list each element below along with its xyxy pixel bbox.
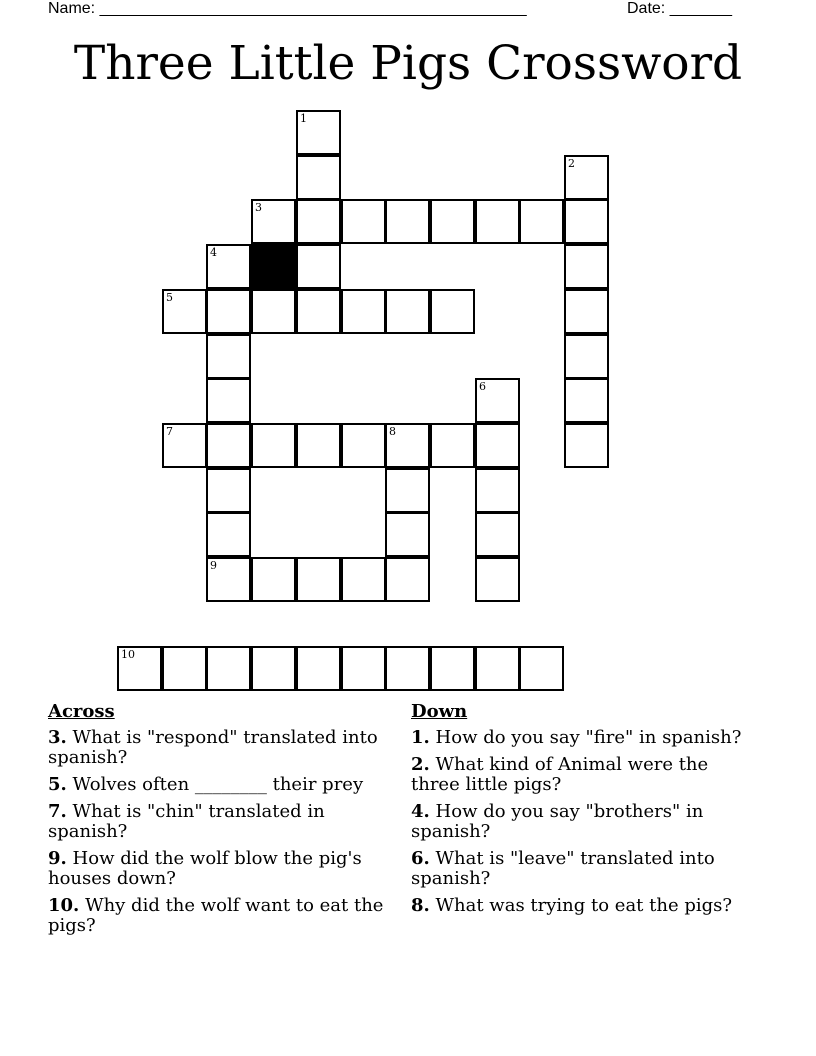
crossword-cell[interactable] [206,244,251,289]
crossword-cell[interactable] [385,512,430,557]
crossword-cell[interactable] [564,199,609,244]
crossword-cell[interactable] [519,646,564,691]
clue-number: 10. [48,895,80,916]
clue-text: What is "leave" translated into spanish? [411,848,715,889]
crossword-cell[interactable] [206,378,251,423]
crossword-cell[interactable] [564,289,609,334]
page-title: Three Little Pigs Crossword [73,36,743,91]
crossword-cell[interactable] [162,423,207,468]
clue-number: 8. [411,895,430,916]
across-heading: Across [48,701,115,722]
clue-number-label: 6 [479,380,486,393]
crossword-cell[interactable] [117,646,162,691]
clue-number: 9. [48,848,67,869]
clue-down-1 [411,728,761,748]
crossword-cell[interactable] [206,646,251,691]
crossword-cell[interactable] [341,199,386,244]
clue-number-label: 4 [210,246,217,259]
crossword-cell[interactable] [206,289,251,334]
clue-text: Wolves often ________ their prey [72,774,364,795]
crossword-cell[interactable] [341,557,386,602]
crossword-cell[interactable] [251,199,296,244]
down-heading: Down [411,701,468,722]
crossword-cell[interactable] [564,423,609,468]
crossword-cell[interactable] [475,557,520,602]
crossword-cell[interactable] [296,199,341,244]
crossword-cell[interactable] [251,423,296,468]
clue-down-8 [411,896,761,916]
black-square [251,244,296,289]
clue-down-2 [411,755,761,795]
clue-number: 4. [411,801,430,822]
crossword-cell[interactable] [296,289,341,334]
clue-text: What is "respond" translated into spanish? [48,727,378,768]
clue-text: How did the wolf blow the pig's houses down? [48,848,362,889]
clue-number: 1. [411,727,430,748]
crossword-cell[interactable] [475,199,520,244]
clue-number-label: 10 [121,648,135,661]
crossword-cell[interactable] [385,289,430,334]
clue-text: How do you say "fire" in spanish? [435,727,742,748]
crossword-cell[interactable] [251,557,296,602]
crossword-cell[interactable] [341,423,386,468]
crossword-cell[interactable] [564,155,609,200]
clue-number-label: 8 [389,425,396,438]
clue-number: 7. [48,801,67,822]
down-clues [411,702,761,923]
crossword-cell[interactable] [206,512,251,557]
clue-text: What was trying to eat the pigs? [435,895,733,916]
crossword-cell[interactable] [564,334,609,379]
crossword-cell[interactable] [385,646,430,691]
crossword-cell[interactable] [162,289,207,334]
crossword-cell[interactable] [430,199,475,244]
crossword-cell[interactable] [430,646,475,691]
crossword-cell[interactable] [475,468,520,513]
clue-text: Why did the wolf want to eat the pigs? [48,895,384,936]
crossword-cell[interactable] [296,646,341,691]
clue-across-3 [48,728,393,768]
crossword-cell[interactable] [341,289,386,334]
clue-down-4 [411,802,761,842]
crossword-cell[interactable] [296,557,341,602]
clue-number-label: 5 [166,291,173,304]
crossword-cell[interactable] [251,289,296,334]
clue-across-5 [48,775,393,795]
crossword-cell[interactable] [564,244,609,289]
clue-number-label: 3 [255,201,262,214]
crossword-cell[interactable] [430,289,475,334]
crossword-cell[interactable] [251,646,296,691]
crossword-cell[interactable] [385,557,430,602]
clue-text: How do you say "brothers" in spanish? [411,801,704,842]
clue-number: 3. [48,727,67,748]
clue-text: What kind of Animal were the three little pigs? [411,754,709,795]
crossword-cell[interactable] [341,646,386,691]
date-field: Date: _______ [627,0,732,17]
clue-number: 6. [411,848,430,869]
crossword-cell[interactable] [475,512,520,557]
crossword-cell[interactable] [206,334,251,379]
clue-number-label: 2 [568,157,575,170]
clue-text: What is "chin" translated in spanish? [48,801,325,842]
crossword-cell[interactable] [162,646,207,691]
crossword-cell[interactable] [296,110,341,155]
clue-number-label: 1 [300,112,307,125]
crossword-cell[interactable] [296,155,341,200]
crossword-cell[interactable] [296,423,341,468]
clue-number-label: 9 [210,559,217,572]
clue-across-10 [48,896,393,936]
crossword-cell[interactable] [475,646,520,691]
clue-across-7 [48,802,393,842]
clue-number-label: 7 [166,425,173,438]
across-clues [48,702,393,943]
crossword-cell[interactable] [206,423,251,468]
crossword-cell[interactable] [475,423,520,468]
crossword-cell[interactable] [519,199,564,244]
crossword-cell[interactable] [385,423,430,468]
crossword-cell[interactable] [385,199,430,244]
crossword-cell[interactable] [206,468,251,513]
crossword-cell[interactable] [564,378,609,423]
name-field: Name: ________________________________________________ [48,0,527,17]
crossword-cell[interactable] [475,378,520,423]
clue-number: 5. [48,774,67,795]
crossword-cell[interactable] [296,244,341,289]
crossword-cell[interactable] [385,468,430,513]
clue-across-9 [48,849,393,889]
clue-number: 2. [411,754,430,775]
crossword-cell[interactable] [206,557,251,602]
clue-down-6 [411,849,761,889]
crossword-cell[interactable] [430,423,475,468]
